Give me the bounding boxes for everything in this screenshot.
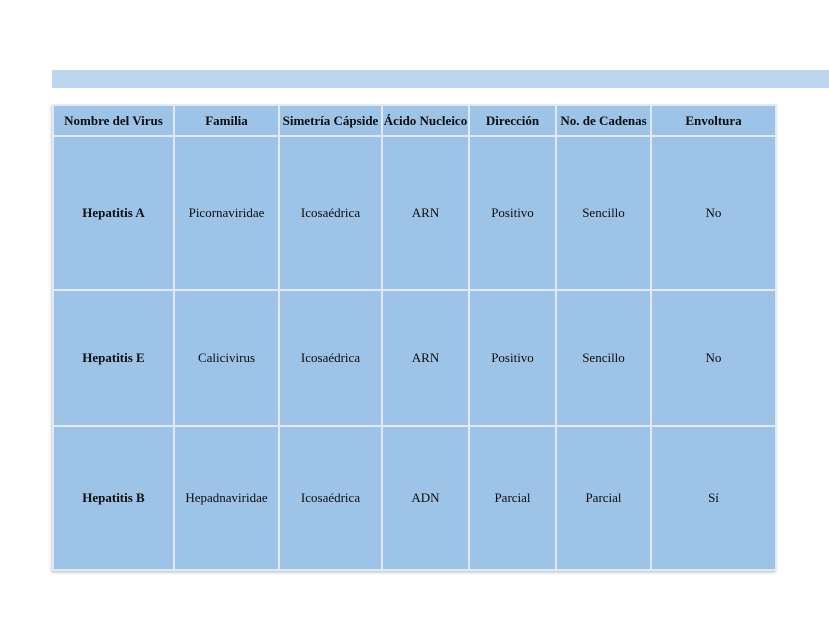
column-header-nombre-del-virus: Nombre del Virus (53, 105, 174, 136)
cell-direccion: Positivo (469, 290, 556, 426)
cell-familia: Picornaviridae (174, 136, 279, 290)
cell-acido-nucleico: ARN (382, 136, 469, 290)
cell-simetria-capside: Icosaédrica (279, 136, 382, 290)
column-header-direccion: Dirección (469, 105, 556, 136)
table-row-hepatitis-a (53, 136, 776, 290)
cell-acido-nucleico: ARN (382, 290, 469, 426)
cell-simetria-capside: Icosaédrica (279, 290, 382, 426)
cell-familia: Hepadnaviridae (174, 426, 279, 570)
virus-comparison-table (52, 104, 777, 571)
cell-direccion: Positivo (469, 136, 556, 290)
cell-no-de-cadenas: Sencillo (556, 136, 651, 290)
cell-no-de-cadenas: Sencillo (556, 290, 651, 426)
cell-direccion: Parcial (469, 426, 556, 570)
cell-familia: Calicivirus (174, 290, 279, 426)
table-row-hepatitis-e (53, 290, 776, 426)
cell-envoltura: Sí (651, 426, 776, 570)
cell-envoltura: No (651, 136, 776, 290)
cell-virus-name: Hepatitis B (53, 426, 174, 570)
column-header-acido-nucleico: Ácido Nucleico (382, 105, 469, 136)
table-row-hepatitis-b (53, 426, 776, 570)
table-header-row (53, 105, 776, 136)
cell-simetria-capside: Icosaédrica (279, 426, 382, 570)
cell-virus-name: Hepatitis E (53, 290, 174, 426)
decorative-bar (52, 70, 829, 88)
cell-no-de-cadenas: Parcial (556, 426, 651, 570)
column-header-simetria-capside: Simetría Cápside (279, 105, 382, 136)
cell-acido-nucleico: ADN (382, 426, 469, 570)
cell-envoltura: No (651, 290, 776, 426)
column-header-envoltura: Envoltura (651, 105, 776, 136)
column-header-no-de-cadenas: No. de Cadenas (556, 105, 651, 136)
cell-virus-name: Hepatitis A (53, 136, 174, 290)
column-header-familia: Familia (174, 105, 279, 136)
